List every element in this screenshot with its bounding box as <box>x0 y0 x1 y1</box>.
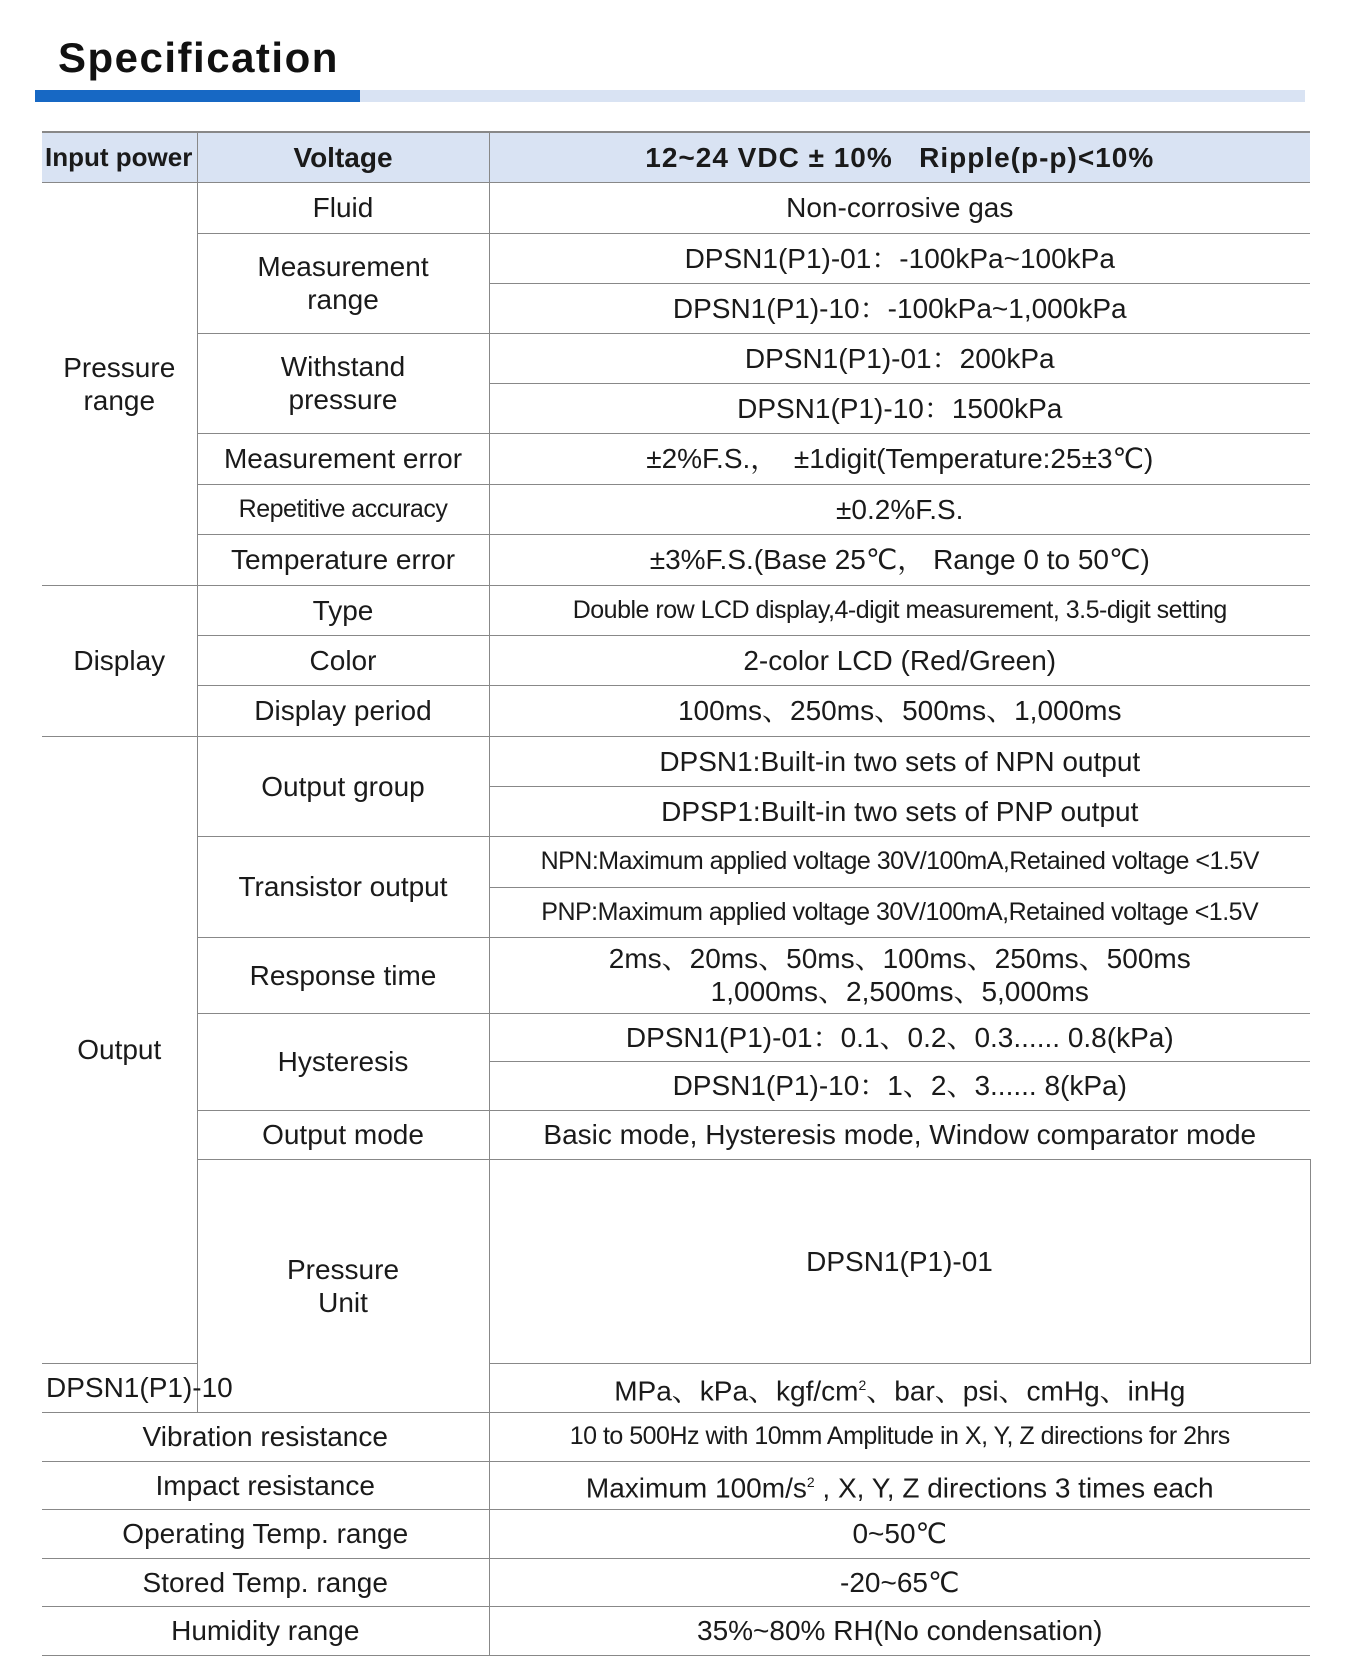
header-voltage-value: 12~24 VDC ± 10% Ripple(p-p)<10% <box>489 132 1310 182</box>
measurement-error-value: ±2%F.S.， ±1digit(Temperature:25±3℃) <box>489 433 1310 484</box>
withstand-pressure-label <box>197 333 489 433</box>
table-row <box>42 433 1310 484</box>
table-row <box>42 1013 1310 1061</box>
display-period-value: 100ms、250ms、500ms、1,000ms <box>489 685 1310 736</box>
display-period-label: Display period <box>197 685 489 736</box>
measurement-range-value-10: DPSN1(P1)-10：-100kPa~1,000kPa <box>489 283 1310 333</box>
response-time-value <box>489 937 1310 1013</box>
impact-resistance-value <box>489 1461 1310 1509</box>
display-type-label: Type <box>197 585 489 635</box>
temperature-error-value: ±3%F.S.(Base 25℃， Range 0 to 50℃) <box>489 534 1310 585</box>
label-line: range <box>307 284 379 315</box>
impact-resistance-label: Impact resistance <box>42 1461 489 1509</box>
table-row <box>42 1110 1310 1159</box>
spec-table <box>42 131 1310 1656</box>
value-text: Maximum 100m/s <box>585 1472 807 1504</box>
display-type-value: Double row LCD display,4-digit measurement, 3.5-digit setting <box>489 585 1310 635</box>
label-line: Withstand <box>280 351 406 382</box>
table-row <box>42 685 1310 736</box>
table-row <box>42 1558 1310 1606</box>
fluid-label: Fluid <box>197 182 489 233</box>
table-row <box>42 1412 1310 1461</box>
label-line: Measurement <box>257 251 429 282</box>
hysteresis-value-10: DPSN1(P1)-10：1、2、3...... 8(kPa) <box>489 1061 1310 1110</box>
transistor-output-value-npn: NPN:Maximum applied voltage 30V/100mA,Retained voltage <1.5V <box>489 836 1310 887</box>
vibration-resistance-label: Vibration resistance <box>42 1412 489 1461</box>
repetitive-accuracy-value: ±0.2%F.S. <box>489 484 1310 534</box>
value-text: 、bar、psi、cmHg、inHg <box>866 1374 1186 1406</box>
output-mode-label: Output mode <box>197 1110 489 1159</box>
output-group-label: Output group <box>197 736 489 836</box>
table-row <box>42 233 1310 283</box>
hysteresis-value-01: DPSN1(P1)-01：0.1、0.2、0.3...... 0.8(kPa) <box>489 1013 1310 1061</box>
operating-temp-label: Operating Temp. range <box>42 1509 489 1558</box>
fluid-value: Non-corrosive gas <box>489 182 1310 233</box>
group-pressure-range <box>42 182 197 585</box>
value-text: MPa、kPa、kgf/cm <box>614 1374 859 1406</box>
table-row <box>42 1159 1310 1363</box>
table-row <box>42 635 1310 685</box>
group-pressure-unit <box>197 1159 489 1412</box>
table-row <box>42 836 1310 887</box>
transistor-output-label: Transistor output <box>197 836 489 937</box>
measurement-error-label: Measurement error <box>197 433 489 484</box>
superscript: 2 <box>806 1474 815 1491</box>
table-row <box>42 585 1310 635</box>
table-row <box>42 333 1310 383</box>
withstand-pressure-value-01: DPSN1(P1)-01：200kPa <box>489 333 1310 383</box>
pressure-unit-01-label: DPSN1(P1)-01 <box>489 1159 1310 1363</box>
pressure-unit-10-label: DPSN1(P1)-10 <box>42 1363 197 1412</box>
value-line: 2ms、20ms、50ms、100ms、250ms、500ms <box>608 943 1191 974</box>
group-label-line: range <box>83 384 156 416</box>
group-label-line: Pressure <box>63 351 176 383</box>
repetitive-accuracy-label: Repetitive accuracy <box>197 484 489 534</box>
table-row <box>42 736 1310 786</box>
humidity-range-label: Humidity range <box>42 1606 489 1655</box>
humidity-range-value: 35%~80% RH(No condensation) <box>489 1606 1310 1655</box>
pressure-unit-10-value <box>489 1363 1310 1412</box>
table-row <box>42 1509 1310 1558</box>
superscript: 2 <box>858 1376 867 1393</box>
table-row <box>42 484 1310 534</box>
group-display: Display <box>42 585 197 736</box>
hysteresis-label: Hysteresis <box>197 1013 489 1110</box>
temperature-error-label: Temperature error <box>197 534 489 585</box>
measurement-range-label <box>197 233 489 333</box>
output-group-value-pnp: DPSP1:Built-in two sets of PNP output <box>489 786 1310 836</box>
measurement-range-value-01: DPSN1(P1)-01：-100kPa~100kPa <box>489 233 1310 283</box>
header-voltage: Voltage <box>197 132 489 182</box>
output-group-value-npn: DPSN1:Built-in two sets of NPN output <box>489 736 1310 786</box>
response-time-label: Response time <box>197 937 489 1013</box>
display-color-label: Color <box>197 635 489 685</box>
header-input-power: Input power <box>42 132 197 182</box>
table-row <box>42 1461 1310 1509</box>
withstand-pressure-value-10: DPSN1(P1)-10：1500kPa <box>489 383 1310 433</box>
label-line: pressure <box>288 384 398 415</box>
group-label-line: Pressure <box>286 1253 400 1285</box>
group-label-line: Unit <box>318 1286 368 1318</box>
stored-temp-value: -20~65℃ <box>489 1558 1310 1606</box>
display-color-value: 2-color LCD (Red/Green) <box>489 635 1310 685</box>
table-row <box>42 1606 1310 1655</box>
header-row <box>42 132 1310 182</box>
page-title: Specification <box>58 34 339 81</box>
stored-temp-label: Stored Temp. range <box>42 1558 489 1606</box>
transistor-output-value-pnp: PNP:Maximum applied voltage 30V/100mA,Retained voltage <1.5V <box>489 887 1310 937</box>
title-underline-accent <box>35 90 360 102</box>
table-row <box>42 182 1310 233</box>
table-row <box>42 534 1310 585</box>
value-line: 1,000ms、2,500ms、5,000ms <box>710 976 1089 1007</box>
value-text: , X, Y, Z directions 3 times each <box>814 1472 1214 1504</box>
vibration-resistance-value: 10 to 500Hz with 10mm Amplitude in X, Y, Z directions for 2hrs <box>489 1412 1310 1461</box>
operating-temp-value: 0~50℃ <box>489 1509 1310 1558</box>
output-mode-value: Basic mode, Hysteresis mode, Window comparator mode <box>489 1110 1310 1159</box>
table-row <box>42 937 1310 1013</box>
group-output: Output <box>42 736 197 1363</box>
